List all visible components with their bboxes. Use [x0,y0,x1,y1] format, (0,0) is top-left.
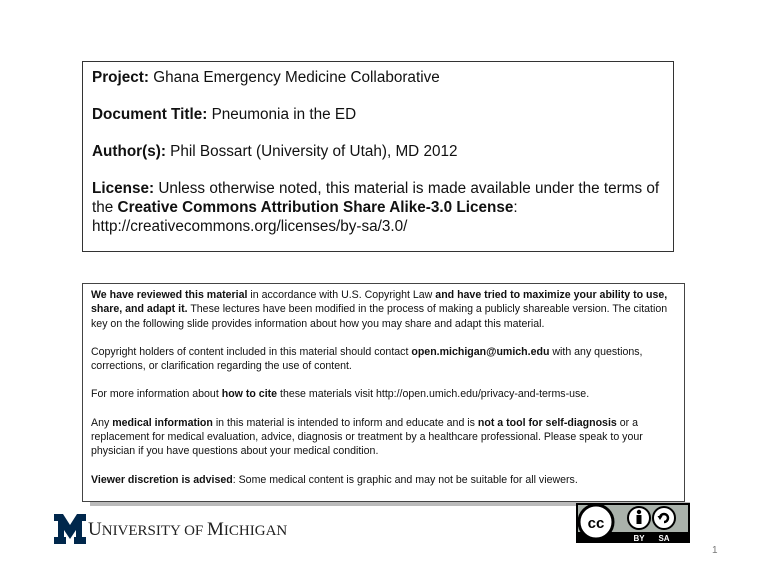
copyright-text: Copyright holders of content included in this material should contact [91,345,409,358]
disclaimer-paragraph-discretion [91,473,676,487]
wordmark-ichigan: ICHIGAN [223,523,288,539]
disclaimer-paragraph-medical [91,416,676,459]
discretion-text: : Some medical content is graphic and may not be suitable for all viewers. [232,473,578,486]
cc-sa-label: SA [658,534,670,543]
page-number: 1 [712,545,718,556]
review-bold-2: and have tried to maximize your ability to use, share, and adapt it. [91,289,668,316]
review-text: in accordance with U.S. Copyright Law [250,289,433,301]
wordmark-m: M [207,519,224,540]
medical-bold: medical information [112,416,213,429]
medical-text: Any [91,416,110,429]
block-m-icon [54,514,86,544]
license-name: Creative Commons Attribution Share Alike-3.0 License [117,199,514,216]
document-title-label: Document Title: [92,106,208,123]
license-label: License: [92,180,155,197]
project-label: Project: [92,69,149,86]
medical-text-3: or a replacement for medical evaluation, advice, diagnosis or treatment by a healthcare professional. Please speak to your physician if you have questions about your medical condition. [91,416,643,458]
university-wordmark [88,519,287,541]
svg-text:cc: cc [587,515,605,532]
project-value: Ghana Emergency Medicine Collaborative [153,69,440,86]
document-title-value: Pneumonia in the ED [211,106,357,123]
cite-text-2: these materials visit http://open.umich.edu/privacy-and-terms-use. [280,388,590,401]
authors-line [92,142,665,161]
cite-bold: how to cite [221,388,278,401]
medical-bold-2: not a tool for self-diagnosis [477,416,617,429]
copyright-text-2: with any questions, corrections, or clarification regarding the use of content. [91,345,643,373]
wordmark-niversity: NIVERSITY OF [101,523,204,539]
disclaimer-box [82,283,685,502]
review-text-2: These lectures have been modified in the process of making a publicly shareable version. The citation key on the following slide provides information about how you may share and adapt this material. [91,303,668,330]
review-bold: We have reviewed this material [91,289,248,301]
project-line [92,68,665,87]
document-title-line [92,105,665,124]
license-colon: : [513,199,518,216]
license-line [92,179,665,236]
cc-by-sa-icon [576,503,690,543]
disclaimer-paragraph-review [91,288,676,331]
disclaimer-paragraph-cite [91,387,676,401]
license-url: http://creativecommons.org/licenses/by-sa/3.0/ [92,218,408,235]
contact-email: open.michigan@umich.edu [411,345,550,358]
metadata-box [82,61,674,252]
license-text: Unless otherwise noted, this material is made available under the terms of the [92,180,660,216]
disclaimer-paragraph-copyright [91,345,676,374]
discretion-bold: Viewer discretion is advised [91,473,233,486]
authors-value: Phil Bossart (University of Utah), MD 2012 [170,143,458,160]
authors-label: Author(s): [92,143,166,160]
medical-text-2: in this material is intended to inform and educate and is [215,416,475,429]
cc-by-label: BY [633,534,645,543]
cite-text: For more information about [91,388,219,401]
wordmark-u: U [88,519,102,540]
